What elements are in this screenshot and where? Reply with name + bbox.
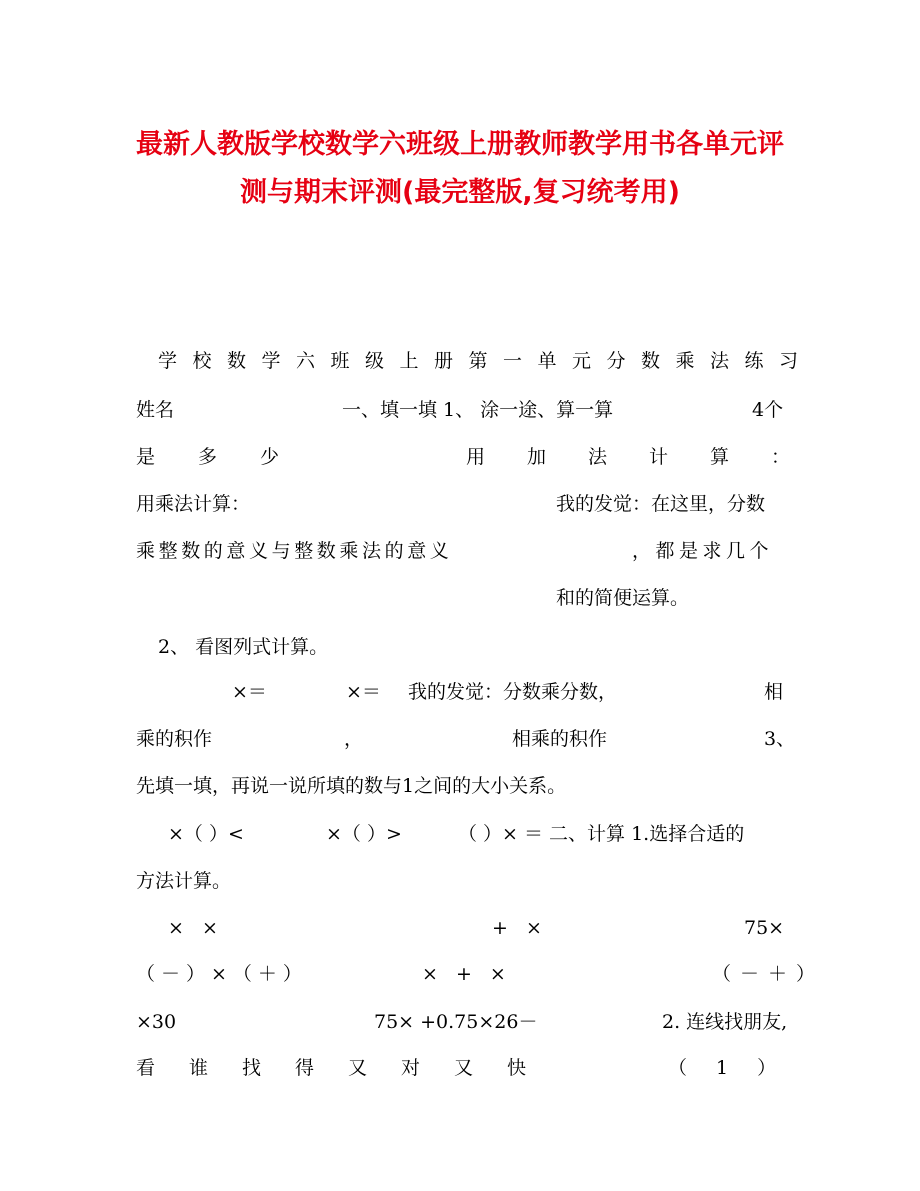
text-section-two: （ ）× ＝ 二、计算 1.选择合适的 [458, 823, 745, 845]
text-expr-3: 75× [744, 917, 785, 939]
text-equation-2: ×＝ [346, 681, 381, 703]
text-expr-7: ×30 [136, 1011, 177, 1033]
text-item-three: 3、 [764, 728, 796, 750]
text-expr-5: × + × [422, 963, 512, 985]
text-discovery: 我的发觉：在这里，分数 [556, 493, 766, 515]
heading-text: 学校数学六班级上册第一单元分数乘法练习 [158, 350, 814, 372]
text-product-1: 乘的积作 [136, 728, 213, 750]
text-compare-1: ×（ ）< [168, 823, 244, 845]
text-multiplication: 用乘法计算： [136, 493, 251, 515]
text-discovery-2: 我的发觉：分数乘分数， [408, 681, 618, 703]
text-product-2: 相乘的积作 [512, 728, 608, 750]
text-comma: ， [344, 728, 364, 750]
text-method: 方法计算。 [136, 870, 232, 892]
text-expr-2: + × [492, 917, 548, 939]
text-equation-1: ×＝ [232, 681, 267, 703]
text-phase: 相 [764, 681, 784, 703]
text-meaning: 乘整数的意义与整数乘法的意义 [136, 540, 453, 562]
heading-line [158, 349, 814, 373]
text-expr-6: （－＋） [712, 963, 825, 985]
text-simple-operation: 和的简便运算。 [556, 587, 690, 609]
text-compare-2: ×（ ）> [326, 823, 402, 845]
text-how-many: 是多少 [136, 446, 323, 468]
text-item-one-paren: （1） [668, 1057, 806, 1079]
document-title-line-2: 测与期末评测(最完整版,复习统考用) [240, 177, 680, 208]
text-match-friends: 2. 连线找朋友, [662, 1011, 788, 1033]
text-section-one: 一、填一填 1、 涂一途、算一算 [342, 399, 614, 421]
text-expr-1: × × [168, 917, 224, 939]
text-name-label: 姓名 [136, 399, 175, 421]
text-addition: 用加法计算： [466, 446, 833, 468]
text-item-two: 2、 看图列式计算。 [158, 636, 329, 658]
text-seek-several: ，都是求几个 [632, 540, 774, 562]
text-four-items: 4个 [752, 399, 784, 421]
text-expr-8: 75× +0.75×26－ [374, 1011, 538, 1033]
text-fill-instruction: 先填一填，再说一说所填的数与1之间的大小关系。 [136, 775, 567, 797]
text-find-quickly: 看谁找得又对又快 [136, 1057, 561, 1079]
text-expr-4: （－）×（＋） [136, 963, 308, 985]
document-title-line-1: 最新人教版学校数学六班级上册教师教学用书各单元评 [136, 129, 784, 160]
